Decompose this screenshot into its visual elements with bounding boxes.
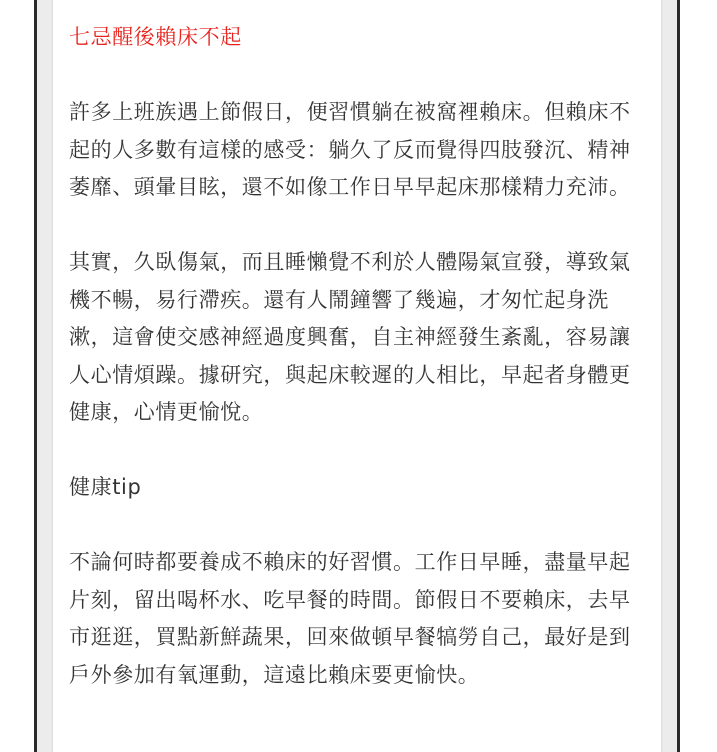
paragraph-1: 許多上班族遇上節假日，便習慣躺在被窩裡賴床。但賴床不起的人多數有這樣的感受：躺久了反而覺得四肢發沉、精神萎靡、頭暈目眩，還不如像工作日早早起床那樣精力充沛。	[69, 100, 631, 199]
article-content	[69, 19, 641, 732]
tip-paragraph: 不論何時都要養成不賴床的好習慣。工作日早睡，盡量早起片刻，留出喝杯水、吃早餐的時間。節假日不要賴床，去早市逛逛，買點新鮮蔬果，回來做頓早餐犒勞自己，最好是到戶外參加有氧運動，這遠比賴床要更愉快。	[69, 550, 631, 687]
section-heading: 七忌醒後賴床不起	[69, 25, 242, 49]
tip-heading: 健康tip	[69, 475, 142, 499]
paragraph-2: 其實，久臥傷氣，而且睡懶覺不利於人體陽氣宣發，導致氣機不暢，易行滯疾。還有人鬧鐘響了幾遍，才匆忙起身洗漱，這會使交感神經過度興奮，自主神經發生紊亂，容易讓人心情煩躁。據研究，與起床較遲的人相比，早起者身體更健康，心情更愉悅。	[69, 250, 631, 424]
